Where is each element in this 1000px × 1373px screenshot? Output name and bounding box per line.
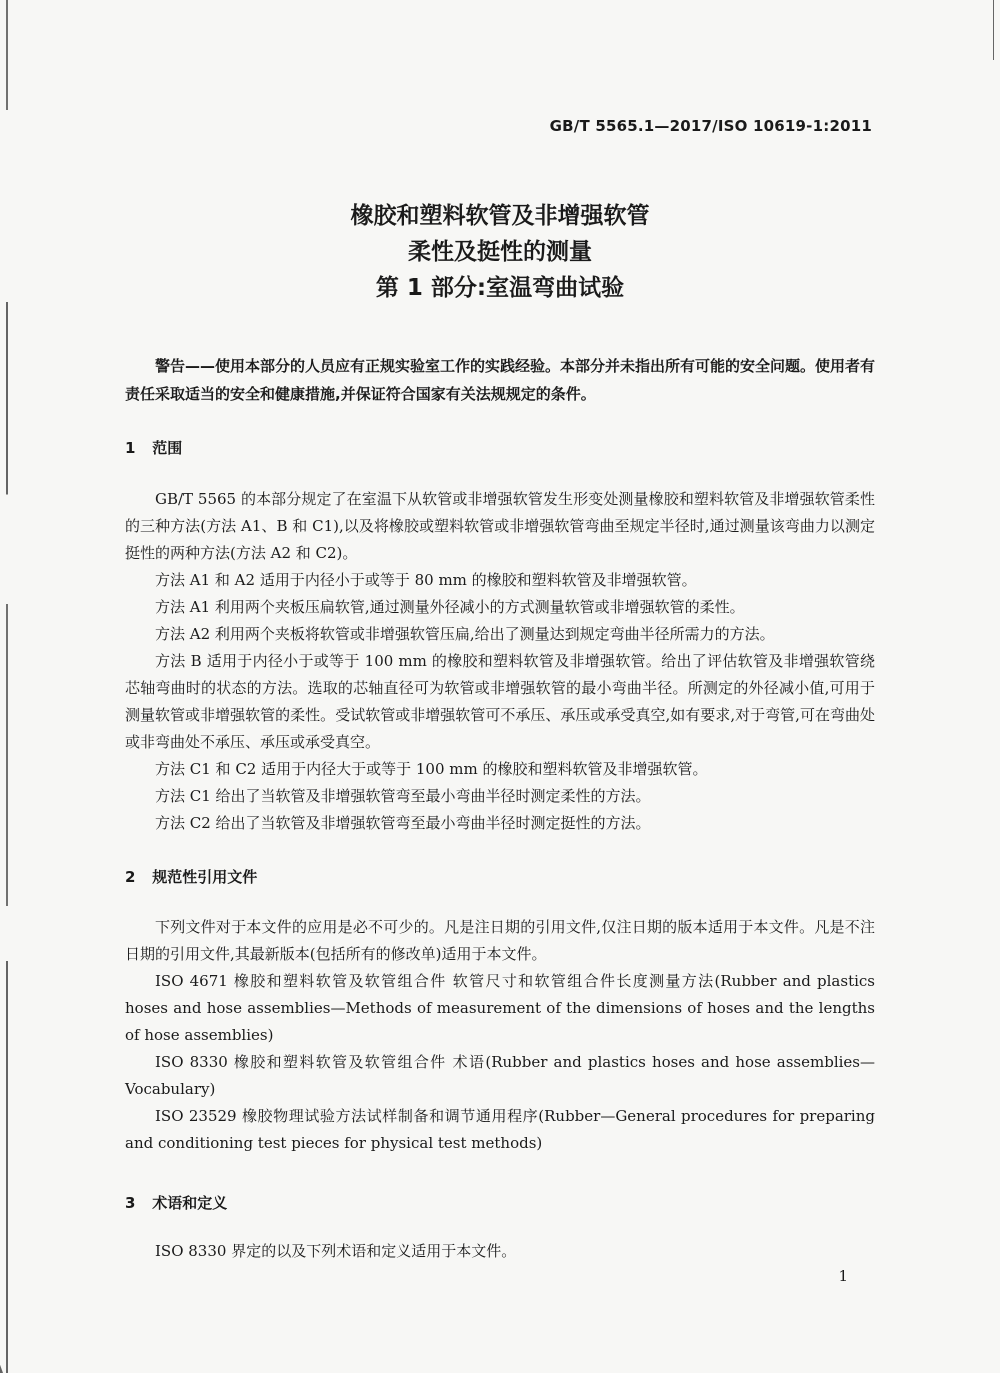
paragraph: 方法 C2 给出了当软管及非增强软管弯至最小弯曲半径时测定挺性的方法。	[155, 814, 651, 832]
section-1-title: 范围	[152, 439, 183, 457]
reference-iso-23529: ISO 23529 橡胶物理试验方法试样制备和调节通用程序(Rubber—General procedures for preparing and conditioning test pieces for physical test methods)	[125, 1107, 875, 1152]
scan-edge-right	[993, 0, 994, 60]
reference-iso-8330: ISO 8330 橡胶和塑料软管及软管组合件 术语(Rubber and plastics hoses and hose assemblies—Vocabulary)	[125, 1053, 875, 1098]
scan-mark	[0, 1311, 63, 1373]
section-1-number: 1	[125, 439, 136, 457]
paragraph: ISO 8330 界定的以及下列术语和定义适用于本文件。	[155, 1242, 517, 1260]
paragraph: 方法 A1 和 A2 适用于内径小于或等于 80 mm 的橡胶和塑料软管及非增强软管。	[155, 571, 697, 589]
section-2-body	[125, 914, 875, 1157]
section-2-title: 规范性引用文件	[152, 868, 258, 886]
section-2-number: 2	[125, 868, 136, 886]
paragraph: 下列文件对于本文件的应用是必不可少的。凡是注日期的引用文件,仅注日期的版本适用于本文件。凡是不注日期的引用文件,其最新版本(包括所有的修改单)适用于本文件。	[125, 918, 875, 963]
title-line-3: 第 1 部分:室温弯曲试验	[375, 275, 625, 301]
page-number: 1	[838, 1267, 848, 1285]
section-3-title: 术语和定义	[152, 1194, 228, 1212]
section-2-heading	[125, 866, 257, 887]
document-title	[0, 198, 1000, 306]
standard-number: GB/T 5565.1—2017/ISO 10619-1:2011	[549, 117, 872, 135]
section-1-body	[125, 486, 875, 837]
paragraph: 方法 B 适用于内径小于或等于 100 mm 的橡胶和塑料软管及非增强软管。给出了评估软管及非增强软管绕芯轴弯曲时的状态的方法。选取的芯轴直径可为软管或非增强软管的最小弯曲半径。所测定的外径减小值,可用于测量软管或非增强软管的柔性。受试软管或非增强软管可不承压、承压或承受真空,如有要求,对于弯管,可在弯曲处或非弯曲处不承压、承压或承受真空。	[125, 652, 875, 751]
paragraph: 方法 C1 给出了当软管及非增强软管弯至最小弯曲半径时测定柔性的方法。	[155, 787, 651, 805]
paragraph: 方法 A1 利用两个夹板压扁软管,通过测量外径减小的方式测量软管或非增强软管的柔性。	[155, 598, 745, 616]
section-3-body	[125, 1238, 875, 1265]
paragraph: 方法 A2 利用两个夹板将软管或非增强软管压扁,给出了测量达到规定弯曲半径所需力的方法。	[155, 625, 775, 643]
title-line-2: 柔性及挺性的测量	[408, 239, 592, 265]
section-3-number: 3	[125, 1194, 136, 1212]
reference-iso-4671: ISO 4671 橡胶和塑料软管及软管组合件 软管尺寸和软管组合件长度测量方法(Rubber and plastics hoses and hose assemblies—Methods of measurement of the dimensions of hoses and the lengths of hose assemblies)	[125, 972, 875, 1044]
paragraph: 方法 C1 和 C2 适用于内径大于或等于 100 mm 的橡胶和塑料软管及非增强软管。	[155, 760, 708, 778]
title-line-1: 橡胶和塑料软管及非增强软管	[350, 203, 650, 229]
section-1-heading	[125, 437, 182, 458]
section-3-heading	[125, 1192, 227, 1213]
paragraph: GB/T 5565 的本部分规定了在室温下从软管或非增强软管发生形变处测量橡胶和塑料软管及非增强软管柔性的三种方法(方法 A1、B 和 C1),以及将橡胶或塑料软管或非增强软管弯曲至规定半径时,通过测量该弯曲力以测定挺性的两种方法(方法 A2 和 C2)。	[125, 490, 875, 562]
warning-paragraph: 警告——使用本部分的人员应有正规实验室工作的实践经验。本部分并未指出所有可能的安全问题。使用者有责任采取适当的安全和健康措施,并保证符合国家有关法规规定的条件。	[125, 357, 876, 403]
